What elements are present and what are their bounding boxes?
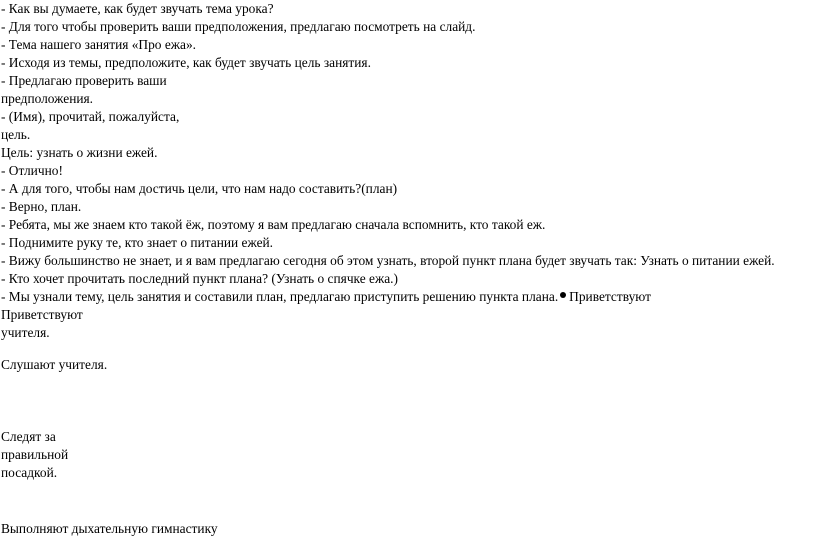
student-line-2: учителя.: [1, 325, 50, 340]
teacher-line-1: - Как вы думаете, как будет звучать тема урока?: [1, 1, 274, 16]
student-line-1: Приветствуют: [1, 307, 83, 322]
student-line-3: Слушают учителя.: [1, 357, 108, 372]
teacher-line-13: - Ребята, мы же знаем кто такой ёж, поэтому я вам предлагаю сначала вспомнить, кто такой еж.: [1, 217, 546, 232]
student-line-6: посадкой.: [1, 465, 58, 480]
teacher-line-5: - Предлагаю проверить ваши: [1, 73, 167, 88]
teacher-line-17-text: - Мы узнали тему, цель занятия и составили план, предлагаю приступить решению пункта плана.: [1, 289, 559, 304]
student-line-4: Следят за: [1, 429, 56, 444]
teacher-line-16: - Кто хочет прочитать последний пункт плана? (Узнать о спячке ежа.): [1, 271, 398, 286]
teacher-line-8: цель.: [1, 127, 31, 142]
teacher-line-7: - (Имя), прочитай, пожалуйста,: [1, 109, 180, 124]
student-line-inline: Приветствуют: [569, 289, 651, 304]
teacher-line-3: - Тема нашего занятия «Про ежа».: [1, 37, 197, 52]
teacher-line-9: Цель: узнать о жизни ежей.: [1, 145, 158, 160]
teacher-line-6: предположения.: [1, 91, 94, 106]
teacher-line-4: - Исходя из темы, предположите, как будет звучать цель занятия.: [1, 55, 371, 70]
teacher-line-11: - А для того, чтобы нам достичь цели, что нам надо составить?(план): [1, 181, 398, 196]
teacher-line-17: [1, 288, 651, 306]
teacher-line-12: - Верно, план.: [1, 199, 82, 214]
student-line-5: правильной: [1, 447, 69, 462]
teacher-line-14: - Поднимите руку те, кто знает о питании ежей.: [1, 235, 274, 250]
teacher-line-15: - Вижу большинство не знает, и я вам предлагаю сегодня об этом узнать, второй пункт плана будет звучать так: Узнать о питании ежей.: [1, 253, 775, 268]
teacher-line-10: - Отлично!: [1, 163, 63, 178]
bullet-icon: [560, 292, 566, 298]
teacher-line-2: - Для того чтобы проверить ваши предположения, предлагаю посмотреть на слайд.: [1, 19, 476, 34]
student-line-7: Выполняют дыхательную гимнастику: [1, 521, 218, 536]
